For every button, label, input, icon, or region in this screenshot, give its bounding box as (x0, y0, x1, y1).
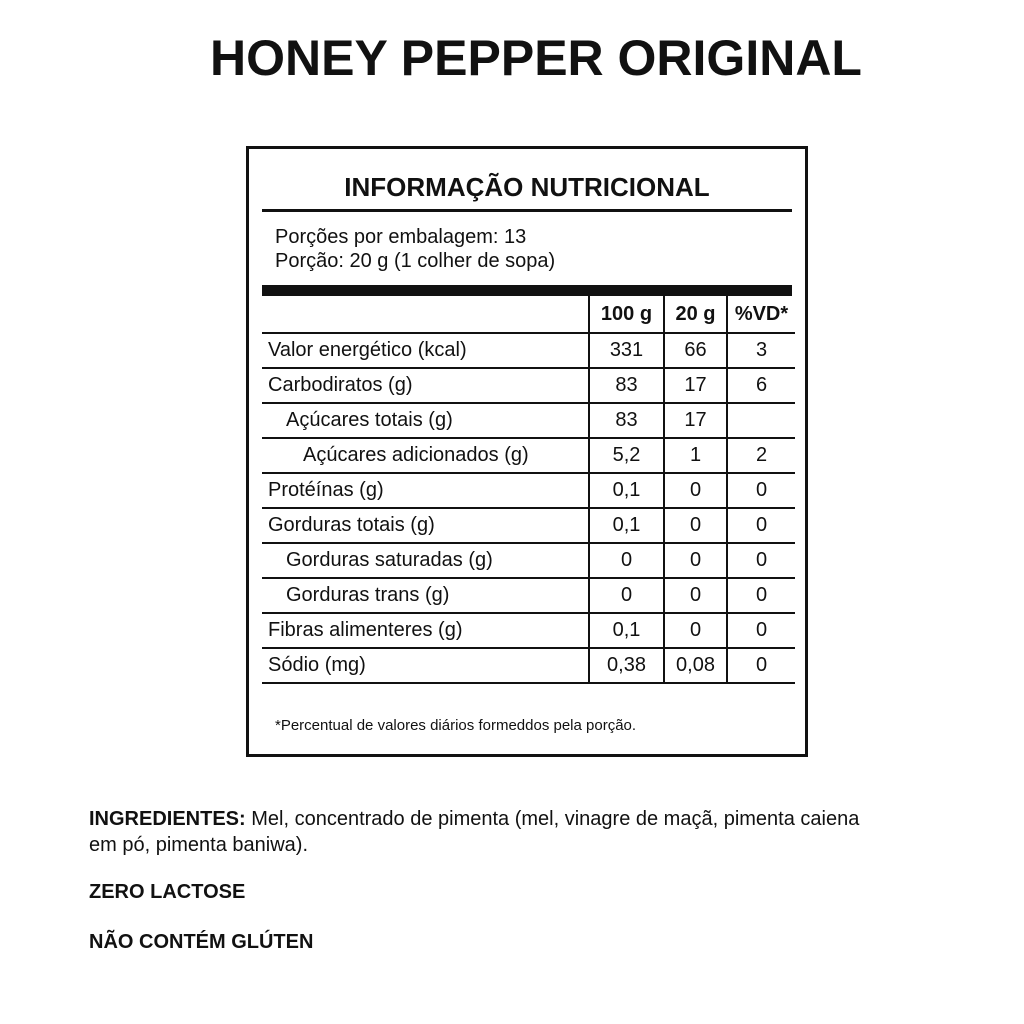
table-row (262, 508, 795, 543)
nutrient-name: Gorduras trans (g) (262, 578, 589, 613)
table-row (262, 613, 795, 648)
nutrient-name: Protéínas (g) (262, 473, 589, 508)
ingredients-statement (89, 806, 869, 858)
value-vd: 0 (727, 578, 795, 613)
nutrient-name: Açúcares totais (g) (262, 403, 589, 438)
value-20g: 1 (664, 438, 727, 473)
value-100g: 83 (589, 403, 664, 438)
table-row (262, 368, 795, 403)
value-20g: 0 (664, 473, 727, 508)
value-20g: 0 (664, 578, 727, 613)
title-divider (262, 209, 792, 212)
nutrient-name: Gorduras totais (g) (262, 508, 589, 543)
value-100g: 0,1 (589, 473, 664, 508)
table-row (262, 648, 795, 683)
value-vd: 0 (727, 543, 795, 578)
value-vd: 3 (727, 333, 795, 368)
nutrition-facts-panel (246, 146, 808, 757)
value-20g: 66 (664, 333, 727, 368)
value-100g: 331 (589, 333, 664, 368)
footnote: *Percentual de valores diários formeddos pela porção. (275, 717, 637, 734)
value-100g: 5,2 (589, 438, 664, 473)
ingredients-label: INGREDIENTES: (89, 808, 246, 830)
nutrient-name: Sódio (mg) (262, 648, 589, 683)
value-20g: 0,08 (664, 648, 727, 683)
claim-gluten-free: NÃO CONTÉM GLÚTEN (89, 931, 314, 953)
value-20g: 0 (664, 543, 727, 578)
thick-divider (262, 285, 792, 296)
value-20g: 17 (664, 403, 727, 438)
value-vd: 6 (727, 368, 795, 403)
table-row (262, 438, 795, 473)
nutrient-name: Carbodiratos (g) (262, 368, 589, 403)
value-vd: 0 (727, 508, 795, 543)
ingredients-text: Mel, concentrado de pimenta (mel, vinagre de maçã, pimenta caiena em pó, pimenta baniwa). (89, 808, 860, 856)
claim-zero-lactose: ZERO LACTOSE (89, 881, 246, 903)
table-row (262, 543, 795, 578)
value-100g: 0,1 (589, 613, 664, 648)
nutrient-name: Valor energético (kcal) (262, 333, 589, 368)
value-vd: 0 (727, 613, 795, 648)
value-20g: 0 (664, 613, 727, 648)
product-title: HONEY PEPPER ORIGINAL (210, 30, 862, 86)
nutrition-table (262, 296, 795, 684)
header-20g: 20 g (664, 296, 727, 333)
nutrient-name: Fibras alimenteres (g) (262, 613, 589, 648)
value-20g: 17 (664, 368, 727, 403)
nutrient-name: Açúcares adicionados (g) (262, 438, 589, 473)
value-100g: 83 (589, 368, 664, 403)
nutrition-title: INFORMAÇÃO NUTRICIONAL (344, 172, 710, 202)
nutrient-name: Gorduras saturadas (g) (262, 543, 589, 578)
value-vd: 0 (727, 473, 795, 508)
value-100g: 0,1 (589, 508, 664, 543)
value-vd (727, 403, 795, 438)
table-header-row (262, 296, 795, 333)
servings-per-package: Porções por embalagem: 13 (275, 226, 527, 248)
header-nutrient (262, 296, 589, 333)
header-vd: %VD* (727, 296, 795, 333)
value-100g: 0 (589, 543, 664, 578)
table-row (262, 403, 795, 438)
value-vd: 2 (727, 438, 795, 473)
value-vd: 0 (727, 648, 795, 683)
value-20g: 0 (664, 508, 727, 543)
serving-size: Porção: 20 g (1 colher de sopa) (275, 250, 556, 272)
table-row (262, 578, 795, 613)
table-row (262, 473, 795, 508)
table-row (262, 333, 795, 368)
header-100g: 100 g (589, 296, 664, 333)
value-100g: 0,38 (589, 648, 664, 683)
value-100g: 0 (589, 578, 664, 613)
serving-info (275, 225, 555, 273)
